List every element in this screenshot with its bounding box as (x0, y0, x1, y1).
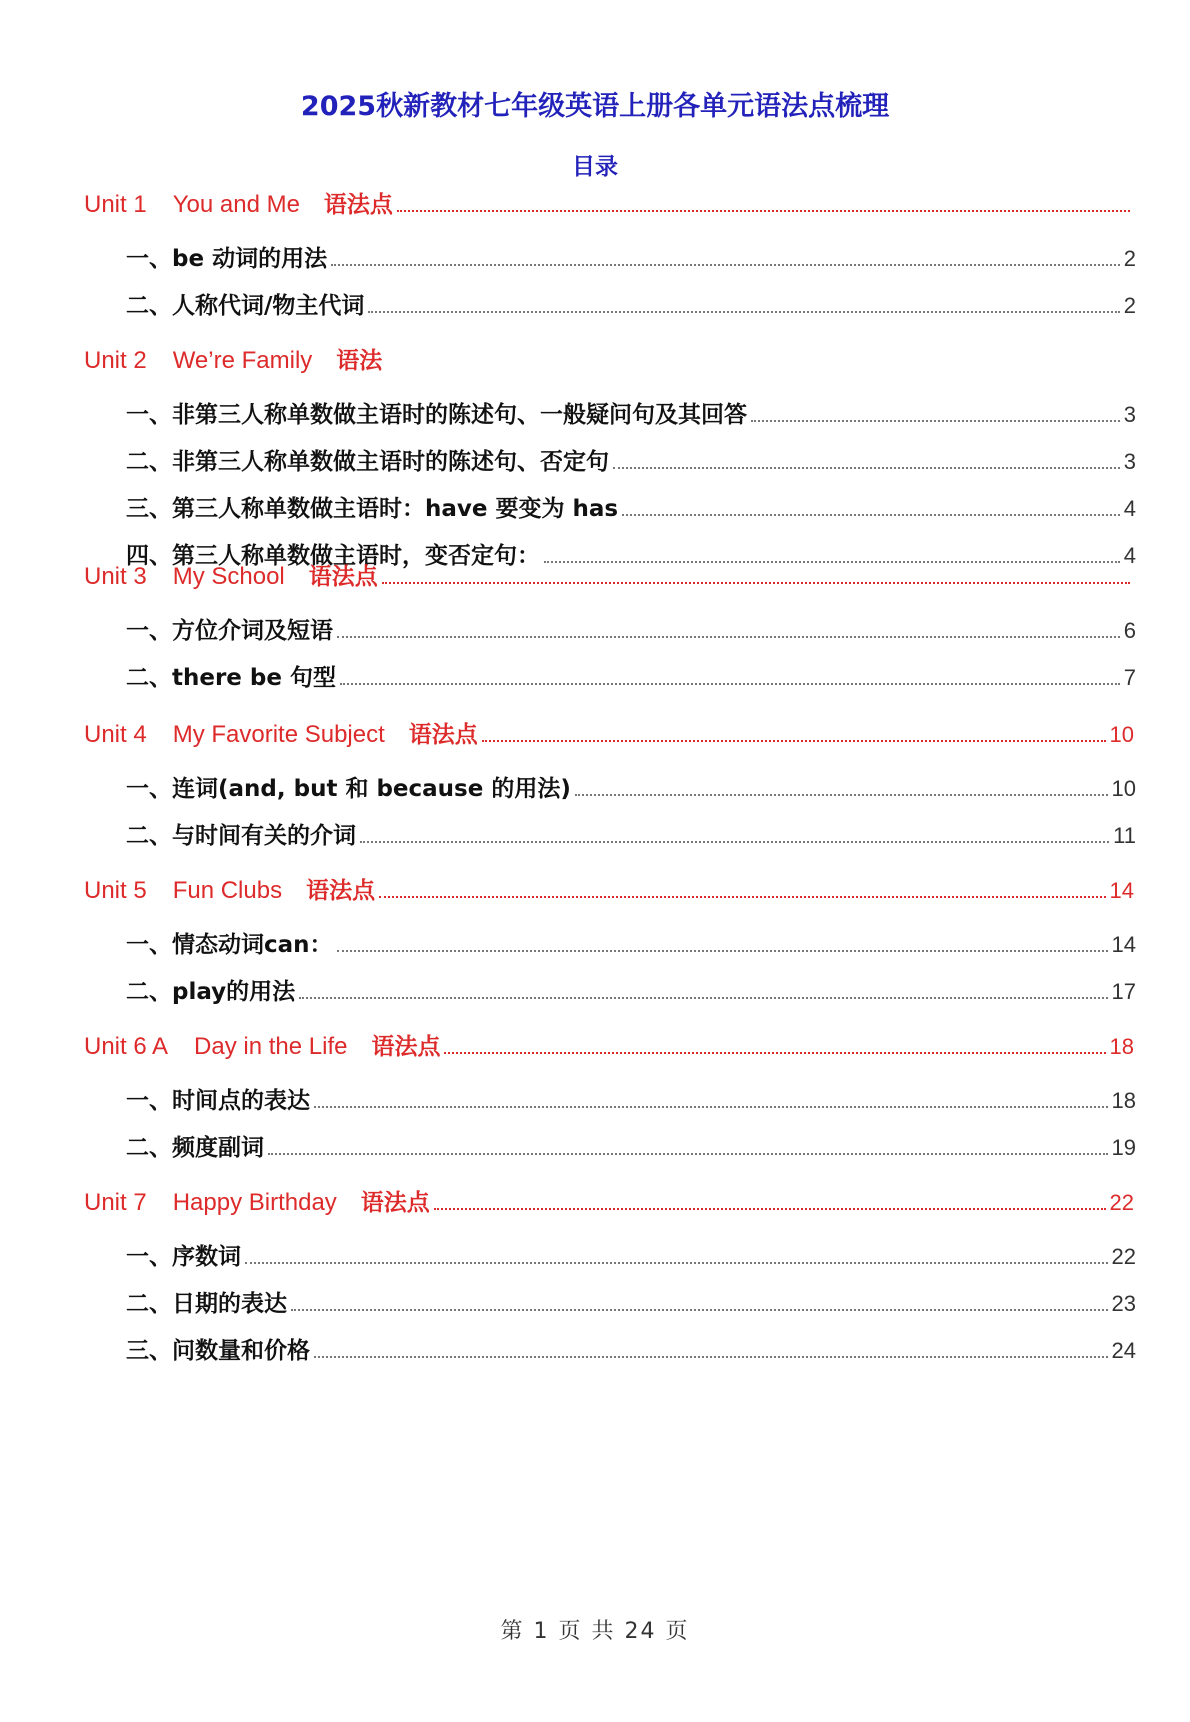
leader-dots (268, 1152, 1108, 1155)
toc-sub-entry[interactable] (126, 1082, 1136, 1115)
entry-page-number: 6 (1123, 618, 1136, 643)
leader-dots (340, 682, 1120, 685)
toc-sub-entry[interactable] (126, 443, 1136, 476)
entry-text: 问数量和价格 (172, 1338, 310, 1364)
toc-unit-entry[interactable] (84, 716, 1134, 749)
toc-unit-entry[interactable] (84, 186, 1134, 219)
entry-number: 二、 (126, 979, 172, 1005)
toc-sub-entry[interactable] (126, 659, 1136, 692)
entry-page-number: 4 (1123, 496, 1136, 521)
unit-name: Happy Birthday (172, 1189, 337, 1216)
entry-page-number: 17 (1111, 979, 1136, 1004)
entry-number: 一、 (126, 246, 172, 272)
entry-text: 频度副词 (172, 1135, 264, 1161)
entry-number: 一、 (126, 1244, 172, 1270)
entry-page-number: 22 (1111, 1244, 1136, 1269)
leader-dots (751, 419, 1120, 422)
entry-page-number: 3 (1123, 449, 1136, 474)
unit-tag: 语法点 (408, 722, 478, 748)
toc-sub-entry[interactable] (126, 1332, 1136, 1365)
entry-number: 三、 (126, 1338, 172, 1364)
entry-text: be 动词的用法 (172, 246, 328, 272)
unit-label: Unit 2 (84, 347, 147, 374)
leader-dots (368, 310, 1119, 313)
leader-dots (314, 1105, 1108, 1108)
unit-tag: 语法点 (308, 564, 378, 590)
entry-text: 非第三人称单数做主语时的陈述句、一般疑问句及其回答 (172, 402, 747, 428)
unit-name: You and Me (172, 191, 300, 218)
unit-name: My Favorite Subject (172, 721, 385, 748)
unit-tag: 语法点 (371, 1034, 441, 1060)
leader-dots (331, 263, 1120, 266)
leader-dots (382, 581, 1130, 584)
entry-number: 二、 (126, 665, 172, 691)
unit-label: Unit 6 A (84, 1033, 169, 1060)
entry-page-number: 2 (1123, 246, 1136, 271)
leader-dots (379, 895, 1105, 898)
entry-number: 一、 (126, 1088, 172, 1114)
entry-number: 三、 (126, 496, 172, 522)
unit-page-number: 18 (1109, 1034, 1134, 1059)
unit-tag: 语法 (336, 348, 383, 374)
entry-text: 方位介词及短语 (172, 618, 333, 644)
leader-dots (397, 209, 1130, 212)
toc-unit-entry[interactable] (84, 558, 1134, 591)
unit-tag: 语法点 (306, 878, 376, 904)
toc-sub-entry[interactable] (126, 926, 1136, 959)
toc-sub-entry[interactable] (126, 1238, 1136, 1271)
entry-number: 二、 (126, 823, 172, 849)
entry-number: 二、 (126, 1291, 172, 1317)
entry-page-number: 11 (1113, 823, 1136, 848)
toc-sub-entry[interactable] (126, 1129, 1136, 1162)
entry-page-number: 4 (1123, 543, 1136, 568)
unit-page-number: 22 (1109, 1190, 1134, 1215)
unit-label: Unit 7 (84, 1189, 147, 1216)
toc-sub-entry[interactable] (126, 973, 1136, 1006)
leader-dots (613, 466, 1120, 469)
entry-text: 非第三人称单数做主语时的陈述句、否定句 (172, 449, 609, 475)
entry-text: 日期的表达 (172, 1291, 287, 1317)
toc-unit-entry[interactable] (84, 342, 1134, 375)
unit-label: Unit 5 (84, 877, 147, 904)
entry-number: 一、 (126, 618, 172, 644)
unit-tag: 语法点 (360, 1190, 430, 1216)
toc-unit-entry[interactable] (84, 872, 1134, 905)
leader-dots (314, 1355, 1108, 1358)
entry-text: 人称代词/物主代词 (172, 293, 365, 319)
entry-page-number: 2 (1123, 293, 1136, 318)
entry-text: 序数词 (172, 1244, 241, 1270)
leader-dots (482, 739, 1106, 742)
entry-text: play的用法 (172, 979, 296, 1005)
entry-page-number: 19 (1111, 1135, 1136, 1160)
leader-dots (245, 1261, 1108, 1264)
page-footer: 第 1 页 共 24 页 (500, 1619, 690, 1644)
toc-unit-entry[interactable] (84, 1184, 1134, 1217)
entry-page-number: 7 (1123, 665, 1136, 690)
entry-page-number: 23 (1111, 1291, 1136, 1316)
entry-page-number: 24 (1111, 1338, 1136, 1363)
entry-number: 二、 (126, 1135, 172, 1161)
unit-label: Unit 3 (84, 563, 147, 590)
toc-sub-entry[interactable] (126, 1285, 1136, 1318)
entry-number: 一、 (126, 932, 172, 958)
unit-page-number: 14 (1109, 878, 1134, 903)
leader-dots (444, 1051, 1105, 1054)
entry-page-number: 14 (1111, 932, 1136, 957)
entry-number: 一、 (126, 776, 172, 802)
leader-dots (337, 949, 1108, 952)
unit-label: Unit 4 (84, 721, 147, 748)
leader-dots (299, 996, 1107, 999)
entry-number: 二、 (126, 449, 172, 475)
entry-text: 与时间有关的介词 (172, 823, 356, 849)
entry-number: 四、 (126, 543, 172, 569)
toc-sub-entry[interactable] (126, 490, 1136, 523)
entry-text: 第三人称单数做主语时：have 要变为 has (172, 496, 619, 522)
entry-page-number: 18 (1111, 1088, 1136, 1113)
toc-heading: 目录 (572, 154, 618, 180)
unit-name: Fun Clubs (172, 877, 283, 904)
entry-text: 第三人称单数做主语时，变否定句： (172, 543, 540, 569)
entry-page-number: 3 (1123, 402, 1136, 427)
unit-page-number: 10 (1109, 722, 1134, 747)
leader-dots (360, 840, 1109, 843)
entry-text: there be 句型 (172, 665, 336, 691)
leader-dots (337, 635, 1120, 638)
unit-tag: 语法点 (323, 192, 393, 218)
toc-sub-entry[interactable] (126, 612, 1136, 645)
unit-label: Unit 1 (84, 191, 147, 218)
entry-text: 情态动词can： (172, 932, 333, 958)
unit-name: Day in the Life (194, 1033, 348, 1060)
leader-dots (291, 1308, 1108, 1311)
leader-dots (622, 513, 1120, 516)
toc-sub-entry[interactable] (126, 817, 1136, 850)
toc-sub-entry[interactable] (126, 770, 1136, 803)
toc-sub-entry[interactable] (126, 240, 1136, 273)
entry-page-number: 10 (1111, 776, 1136, 801)
leader-dots (575, 793, 1108, 796)
page-title: 2025秋新教材七年级英语上册各单元语法点梳理 (300, 91, 890, 122)
entry-text: 时间点的表达 (172, 1088, 310, 1114)
toc-sub-entry[interactable] (126, 396, 1136, 429)
unit-name: We’re Family (172, 347, 313, 374)
entry-text: 连词(and, but 和 because 的用法) (172, 776, 571, 802)
entry-number: 一、 (126, 402, 172, 428)
entry-number: 二、 (126, 293, 172, 319)
leader-dots (434, 1207, 1106, 1210)
toc-sub-entry[interactable] (126, 287, 1136, 320)
toc-unit-entry[interactable] (84, 1028, 1134, 1061)
unit-name: My School (172, 563, 285, 590)
